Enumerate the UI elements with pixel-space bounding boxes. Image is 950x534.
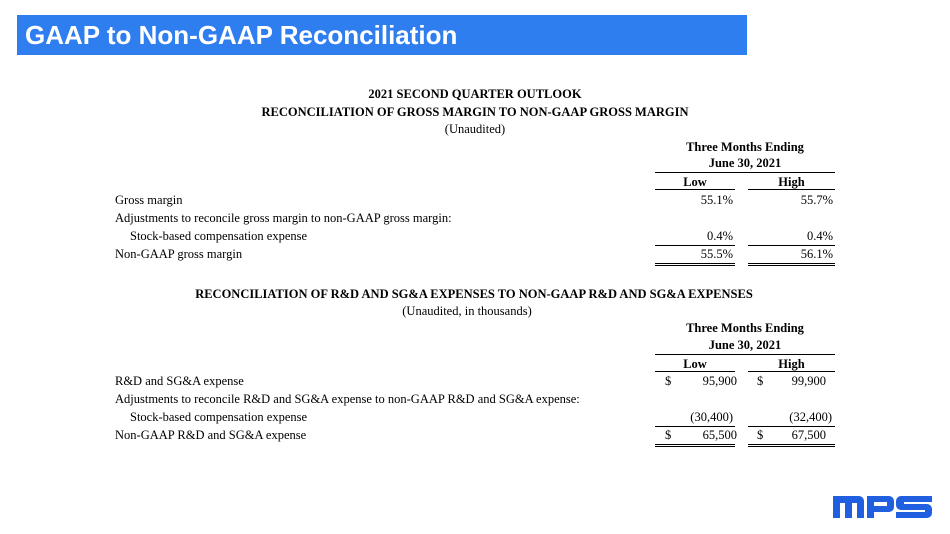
row-low: 65,500 <box>702 428 737 442</box>
col-low: Low <box>683 357 707 371</box>
col-high: High <box>778 357 805 371</box>
row-low: 95,900 <box>702 374 737 388</box>
total-double-line <box>748 263 835 264</box>
total-double-line <box>748 265 835 266</box>
col-high-underline <box>748 189 835 190</box>
outlook-title: 2021 SECOND QUARTER OUTLOOK <box>368 87 582 101</box>
title-bar <box>17 15 747 55</box>
row-label: Non-GAAP R&D and SG&A expense <box>115 428 307 442</box>
currency-symbol: $ <box>757 428 764 442</box>
page-title: GAAP to Non-GAAP Reconciliation <box>25 20 458 50</box>
row-label: Stock-based compensation expense <box>130 410 308 424</box>
total-double-line <box>655 263 735 264</box>
row-label: Adjustments to reconcile gross margin to non-GAAP gross margin: <box>115 211 452 225</box>
mps-logo <box>833 492 933 522</box>
period-line1: Three Months Ending <box>686 321 804 335</box>
subtotal-line <box>748 426 835 427</box>
gross-margin-subtitle: RECONCILIATION OF GROSS MARGIN TO NON-GAAP GROSS MARGIN <box>261 105 689 119</box>
row-high: 56.1% <box>800 247 833 261</box>
col-low-underline <box>655 189 735 190</box>
row-label: Adjustments to reconcile R&D and SG&A expense to non-GAAP R&D and SG&A expense: <box>115 392 580 406</box>
total-double-line <box>655 265 735 266</box>
currency-symbol: $ <box>665 374 672 388</box>
row-label: Non-GAAP gross margin <box>115 247 243 261</box>
currency-symbol: $ <box>757 374 764 388</box>
period-underline <box>655 172 835 173</box>
col-high: High <box>778 175 805 189</box>
row-low: 55.1% <box>700 193 733 207</box>
row-label: R&D and SG&A expense <box>115 374 244 388</box>
currency-symbol: $ <box>665 428 672 442</box>
subtotal-line <box>655 245 735 246</box>
period-line2: June 30, 2021 <box>708 338 782 352</box>
row-high: (32,400) <box>789 410 832 424</box>
row-low: 55.5% <box>700 247 733 261</box>
row-high: 0.4% <box>806 229 833 243</box>
gross-margin-note: (Unaudited) <box>444 122 506 136</box>
row-high: 99,900 <box>791 374 826 388</box>
col-low-underline <box>655 371 735 372</box>
rd-sga-note: (Unaudited, in thousands) <box>402 304 532 318</box>
row-high: 55.7% <box>800 193 833 207</box>
row-label: Stock-based compensation expense <box>130 229 308 243</box>
rd-sga-subtitle: RECONCILIATION OF R&D AND SG&A EXPENSES TO NON-GAAP R&D AND SG&A EXPENSES <box>195 287 753 301</box>
row-low: (30,400) <box>690 410 733 424</box>
period-line2: June 30, 2021 <box>708 156 782 170</box>
total-double-line <box>748 446 835 447</box>
row-low: 0.4% <box>706 229 733 243</box>
total-double-line <box>655 446 735 447</box>
row-high: 67,500 <box>791 428 826 442</box>
total-double-line <box>655 444 735 445</box>
subtotal-line <box>748 245 835 246</box>
period-line1: Three Months Ending <box>686 140 804 154</box>
period-underline <box>655 354 835 355</box>
total-double-line <box>748 444 835 445</box>
row-label: Gross margin <box>115 193 183 207</box>
col-low: Low <box>683 175 707 189</box>
col-high-underline <box>748 371 835 372</box>
subtotal-line <box>655 426 735 427</box>
